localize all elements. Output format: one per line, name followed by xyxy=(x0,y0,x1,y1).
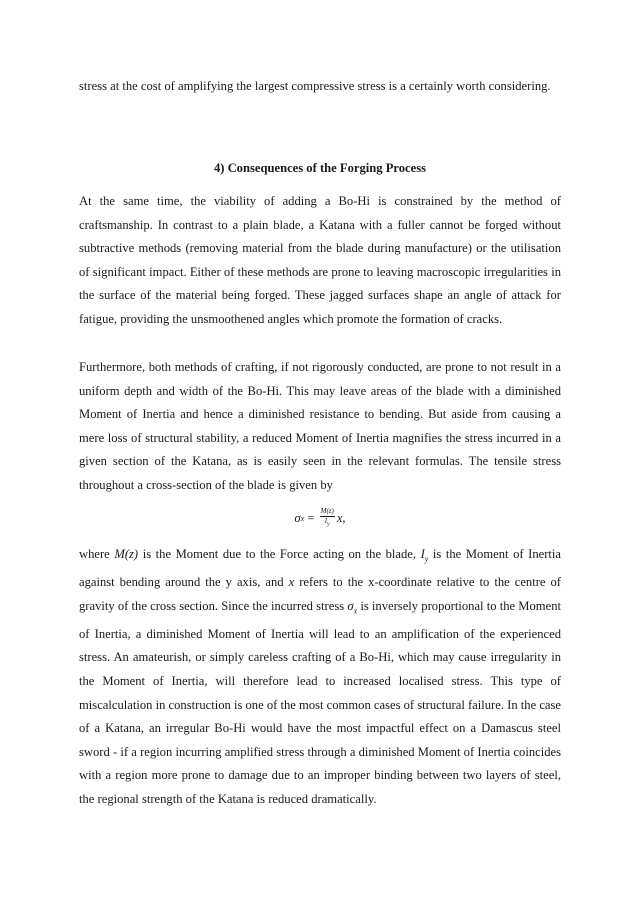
section-heading: 4) Consequences of the Forging Process xyxy=(213,161,427,175)
symbol-moment: M(z) xyxy=(114,547,139,561)
stress-formula xyxy=(79,503,561,533)
text-run: is inversely proportional to the Moment of Inertia, a diminished Moment of Inertia will lead to an amplification of the experienced stress. An amateurish, or simply careless crafting of a Bo-Hi, which may cause irregularity in the Moment of Inertia, will therefore lead to increased localised stress. This type of miscalculation in construction is one of the most common cases of structural failure. In the case of a Katana, an irregular Bo-Hi would have the most impactful effect on a Damascus steel sword - if a region incurring amplified stress through a diminished Moment of Inertia coincides with a region more prone to damage due to an improper binding between two layers of steel, the regional strength of the Katana is reduced dramatically. xyxy=(79,598,561,806)
formula-denominator: I xyxy=(324,516,328,525)
formula-sigma: σ xyxy=(294,510,301,525)
formula-x: x xyxy=(336,510,343,525)
symbol-inertia-sub: y xyxy=(424,554,429,564)
paragraph-moment-of-inertia: Furthermore, both methods of crafting, if not rigorously conducted, are prone to not result in a uniform depth and width of the Bo-Hi. This may leave areas of the blade with a diminished Moment of Inertia and hence a diminished resistance to bending. But aside from causing a mere loss of structural stability, a reduced Moment of Inertia magnifies the stress incurred in a given section of the Katana, as is easily seen in the relevant formulas. The tensile stress throughout a cross-section of the blade is given by xyxy=(79,360,561,492)
text-run: where xyxy=(79,547,115,561)
paragraph-forging-methods: At the same time, the viability of adding a Bo-Hi is constrained by the method of craftsmanship. In contrast to a plain blade, a Katana with a fuller cannot be forged without subtractive methods (removing material from the blade during manufacture) or the utilisation of significant impact. Either of these methods are prone to leaving macroscopic irregularities in the surface of the material being forged. These jagged surfaces shape an angle of attack for fatigue, providing the unsmoothened angles which promote the formation of cracks. xyxy=(79,194,561,326)
formula-denominator-sub: y xyxy=(327,521,330,528)
formula-comma: , xyxy=(342,510,346,525)
intro-paragraph: stress at the cost of amplifying the largest compressive stress is a certainly worth considering. xyxy=(79,79,551,93)
paragraph-stress-explanation xyxy=(79,543,561,812)
formula-sigma-sub: x xyxy=(300,513,305,523)
text-run: refers to the x-coordinate relative to the centre of gravity of the cross section. Since the incurred stress xyxy=(79,575,561,613)
formula-fraction xyxy=(320,507,335,529)
formula-numerator: M(z) xyxy=(320,506,334,515)
text-run: is the Moment of Inertia against bending around the y axis, and xyxy=(79,547,562,590)
formula-equals: = xyxy=(304,510,318,525)
symbol-x: x xyxy=(288,575,295,590)
symbol-sigma: σ xyxy=(347,598,354,613)
text-run: is the Moment due to the Force acting on the blade, xyxy=(138,547,421,561)
symbol-inertia: I xyxy=(420,547,425,561)
symbol-sigma-sub: x xyxy=(353,606,358,616)
